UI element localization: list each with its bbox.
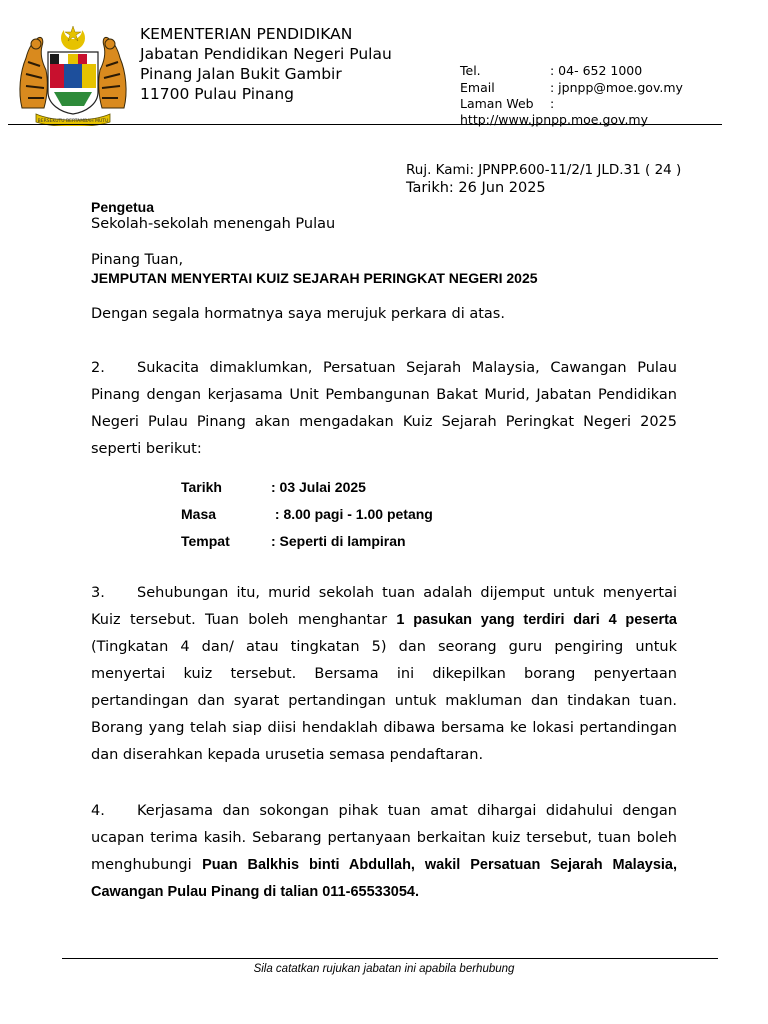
paragraph-3-highlight: 1 pasukan yang terdiri dari 4 peserta [396,612,677,628]
tel-value: : 04- 652 1000 [550,63,643,78]
footer-divider [62,958,718,959]
crest-banner-text: BERSEKUTU BERTAMBAH MUTU [37,119,109,124]
paragraph-4-contact: Puan Balkhis binti Abdullah, wakil Persatuan Sejarah Malaysia, Cawangan Pulau Pinang di talian 011-65533054. [91,857,678,900]
paragraph-2 [91,355,677,463]
paragraph-4-number: 4. [91,803,105,819]
paragraph-2-number: 2. [91,360,105,376]
department-address: 11700 Pulau Pinang [140,85,294,103]
detail-value: : 8.00 pagi - 1.00 petang [271,506,433,522]
recipient-title: Pengetua [91,199,155,215]
tel-label: Tel. [460,63,481,78]
recipient-line-2: Pinang Tuan, [91,252,184,268]
paragraph-3-number: 3. [91,585,105,601]
letter-date: Tarikh: 26 Jun 2025 [406,180,546,196]
footer-note: Sila catatkan rujukan jabatan ini apabila berhubung [253,963,515,975]
malaysia-coat-of-arms-logo [14,22,132,126]
paragraph-3 [91,580,677,769]
letter-subject: JEMPUTAN MENYERTAI KUIZ SEJARAH PERINGKAT NEGERI 2025 [91,270,538,286]
website-label: Laman Web [460,96,534,111]
department-line-1: Jabatan Pendidikan Negeri Pulau [140,45,392,63]
paragraph-3-text-b: (Tingkatan 4 dan/ atau tingkatan 5) dan seorang guru pengiring untuk menyertai kuiz tersebut. Bersama ini dikepilkan borang penyertaan pertandingan dan syarat pertandingan untuk makluman dan tindakan tuan. Borang yang telah siap diisi hendaklah dibawa bersama ke lokasi pertandingan dan diserahkan kepada urusetia semasa pendaftaran. [91,639,677,763]
website-colon: : [550,96,555,111]
recipient-line-1: Sekolah-sekolah menengah Pulau [91,216,336,232]
detail-value: : 03 Julai 2025 [271,479,366,495]
email-label: Email [460,80,495,95]
website-link[interactable]: http://www.jpnpp.moe.gov.my [460,112,649,127]
department-line-2: Pinang Jalan Bukit Gambir [140,65,342,83]
paragraph-4 [91,798,677,906]
detail-label: Masa [181,506,217,522]
paragraph-4-text-a: Kerjasama dan sokongan pihak tuan amat dihargai didahului dengan ucapan terima kasih. Sebarang pertanyaan berkaitan kuiz tersebut, tuan boleh menghubungi [91,803,677,873]
detail-label: Tarikh [181,479,222,495]
email-value[interactable]: : jpnpp@moe.gov.my [550,80,683,95]
opening-sentence: Dengan segala hormatnya saya merujuk perkara di atas. [91,306,505,322]
paragraph-2-text: Sukacita dimaklumkan, Persatuan Sejarah Malaysia, Cawangan Pulau Pinang dengan kerjasama Unit Pembangunan Bakat Murid, Jabatan Pendidikan Negeri Pulau Pinang akan mengadakan Kuiz Sejarah Peringkat Negeri 2025 seperti berikut: [91,360,677,457]
detail-label: Tempat [181,533,230,549]
detail-value: : Seperti di lampiran [271,533,406,549]
ministry-name: KEMENTERIAN PENDIDIKAN [140,25,353,43]
paragraph-3-text-a: Sehubungan itu, murid sekolah tuan adalah dijemput untuk menyertai Kuiz tersebut. Tuan boleh menghantar [91,585,677,628]
reference-number: Ruj. Kami: JPNPP.600-11/2/1 JLD.31 ( 24 ) [406,162,682,178]
header-divider [8,124,722,125]
